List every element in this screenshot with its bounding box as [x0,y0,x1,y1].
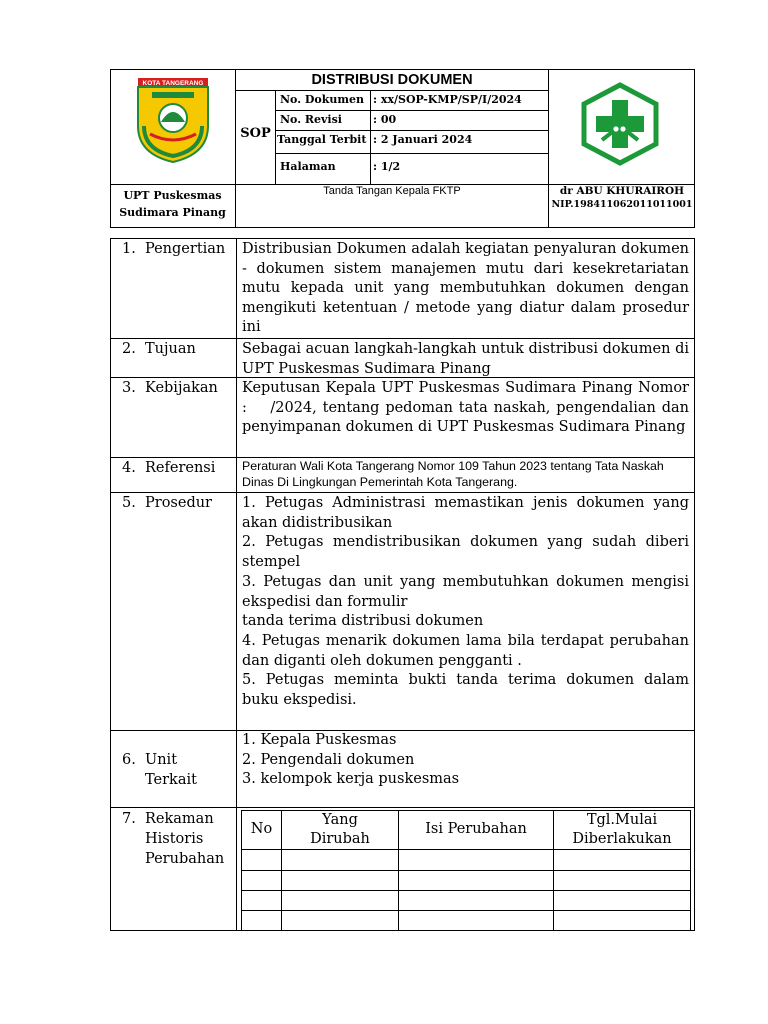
field-label-halaman: Halaman [280,160,336,173]
procedure-step: 3. Petugas dan unit yang membutuhkan dokumen mengisi ekspedisi dan formulir [242,574,689,610]
kota-tangerang-logo [130,76,216,164]
section-5-number: 5. [122,495,136,511]
section-7-number: 7. [122,811,136,827]
procedure-step: 1. Petugas Administrasi memastikan jenis dokumen yang akan didistribusikan [242,495,689,531]
procedure-step: tanda terima distribusi dokumen [242,613,484,629]
signature-label: Tanda Tangan Kepala FKTP [323,185,461,197]
section-7-label-line3: Perubahan [145,851,225,867]
field-label-no-revisi: No. Revisi [280,113,342,126]
related-unit-item: 3. kelompok kerja puskesmas [242,771,460,787]
section-3-label: Kebijakan [145,380,218,396]
section-3-content: Keputusan Kepala UPT Puskesmas Sudimara Pinang Nomor : /2024, tentang pedoman tata naskah, pengendalian dan penyimpanan dokumen di UPT Puskesmas Sudimara Pinang [242,380,694,436]
field-value-no-revisi: : 00 [373,113,397,126]
col-header-tgl-line2: Diberlakukan [572,831,672,847]
procedure-step: 5. Petugas meminta bukti tanda terima dokumen dalam buku ekspedisi. [242,672,689,708]
signer-nip: NIP.198411062011011001 [551,199,693,210]
col-header-yang-line1: Yang [322,812,358,828]
section-4-content: Peraturan Wali Kota Tangerang Nomor 109 Tahun 2023 tentang Tata Naskah Dinas Di Lingkungan Pemerintah Kota Tangerang. [242,459,664,489]
section-4-label: Referensi [145,460,216,476]
col-header-yang-line2: Dirubah [310,831,370,847]
org-name-line1: UPT Puskesmas [123,189,222,202]
section-7-label-line2: Historis [145,831,204,847]
document-title: DISTRIBUSI DOKUMEN [311,72,473,88]
org-name-line2: Sudimara Pinang [119,206,226,219]
section-2-number: 2. [122,341,136,357]
puskesmas-logo [578,82,662,166]
section-2-content: Sebagai acuan langkah-langkah untuk distribusi dokumen di UPT Puskesmas Sudimara Pinang [242,341,689,377]
section-6-label-line1: Unit [145,752,178,768]
section-6-number: 6. [122,752,136,768]
related-unit-item: 1. Kepala Puskesmas [242,732,397,748]
logo-caption: KOTA TANGERANG [142,80,204,87]
section-1-content: Distribusian Dokumen adalah kegiatan penyaluran dokumen - dokumen sistem manajemen mutu dari kesekretariatan mutu kepada unit yang membutuhkan dokumen dengan mengikuti ketentuan / metode yang diatur dalam prosedur ini [242,241,689,336]
section-1-label: Pengertian [145,241,226,257]
sop-label: SOP [240,126,271,141]
col-header-no: No [250,821,273,837]
field-value-tanggal-terbit: : 2 Januari 2024 [373,133,473,146]
col-header-isi: Isi Perubahan [425,821,527,837]
signer-name: dr ABU KHURAIROH [559,185,685,197]
related-unit-item: 2. Pengendali dokumen [242,752,415,768]
field-label-tanggal-terbit: Tanggal Terbit [277,133,367,146]
section-1-number: 1. [122,241,136,257]
section-2-label: Tujuan [145,341,196,357]
section-3-number: 3. [122,380,136,396]
procedure-step: 4. Petugas menarik dokumen lama bila terdapat perubahan dan diganti oleh dokumen pengganti . [242,633,689,669]
section-6-label-line2: Terkait [145,772,197,788]
field-label-no-dokumen: No. Dokumen [280,93,364,106]
field-value-no-dokumen: : xx/SOP-KMP/SP/I/2024 [373,93,522,106]
section-5-label: Prosedur [145,495,212,511]
procedure-step: 2. Petugas mendistribusikan dokumen yang sudah diberi stempel [242,534,689,570]
section-4-number: 4. [122,460,136,476]
field-value-halaman: : 1/2 [373,160,401,173]
section-7-label-line1: Rekaman [145,811,214,827]
col-header-tgl-line1: Tgl.Mulai [586,812,658,828]
